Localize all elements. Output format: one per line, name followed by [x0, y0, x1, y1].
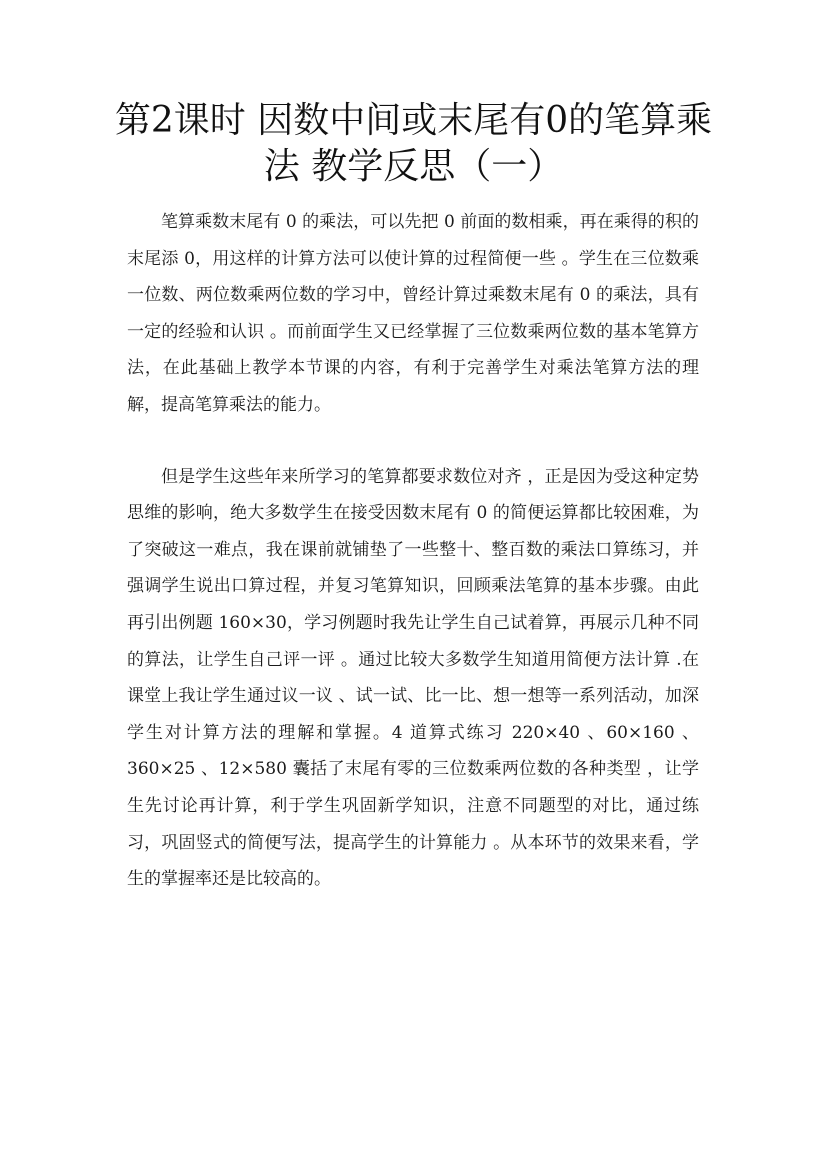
- paragraph-1: 笔算乘数末尾有 0 的乘法，可以先把 0 前面的数相乘，再在乘得的积的末尾添 0，用这样的计算方法可以使计算的过程简便一些 。学生在三位数乘一位数、两位数乘两位数的学习中，曾经计算过乘数末尾有 0 的乘法，具有一定的经验和认识 。而前面学生又已经掌握了三位数乘两位数的基本笔算方法，在此基础上教学本节课的内容，有利于完善学生对乘法笔算方法的理解，提高笔算乘法的能力。: [127, 212, 699, 415]
- document-title: 第2课时 因数中间或末尾有0的笔算乘法 教学反思（一）: [114, 100, 713, 187]
- document-body: [127, 204, 699, 898]
- paragraph-2: 但是学生这些年来所学习的笔算都要求数位对齐 ，正是因为受这种定势思维的影响，绝大多数学生在接受因数末尾有 0 的简便运算都比较困难，为了突破这一难点，我在课前就铺垫了一些整十、整百数的乘法口算练习，并强调学生说出口算过程，并复习笔算知识，回顾乘法笔算的基本步骤。由此再引出例题 160×30，学习例题时我先让学生自己试着算，再展示几种不同的算法，让学生自己评一评 。通过比较大多数学生知道用简便方法计算 .在课堂上我让学生通过议一议 、试一试、比一比、想一想等一系列活动，加深学生对计算方法的理解和掌握。4 道算式练习 220×40 、60×160 、360×25 、12×580 囊括了末尾有零的三位数乘两位数的各种类型 ，让学生先讨论再计算，利于学生巩固新学知识，注意不同题型的对比，通过练习，巩固竖式的简便写法，提高学生的计算能力 。从本环节的效果来看，学生的掌握率还是比较高的。: [127, 466, 699, 890]
